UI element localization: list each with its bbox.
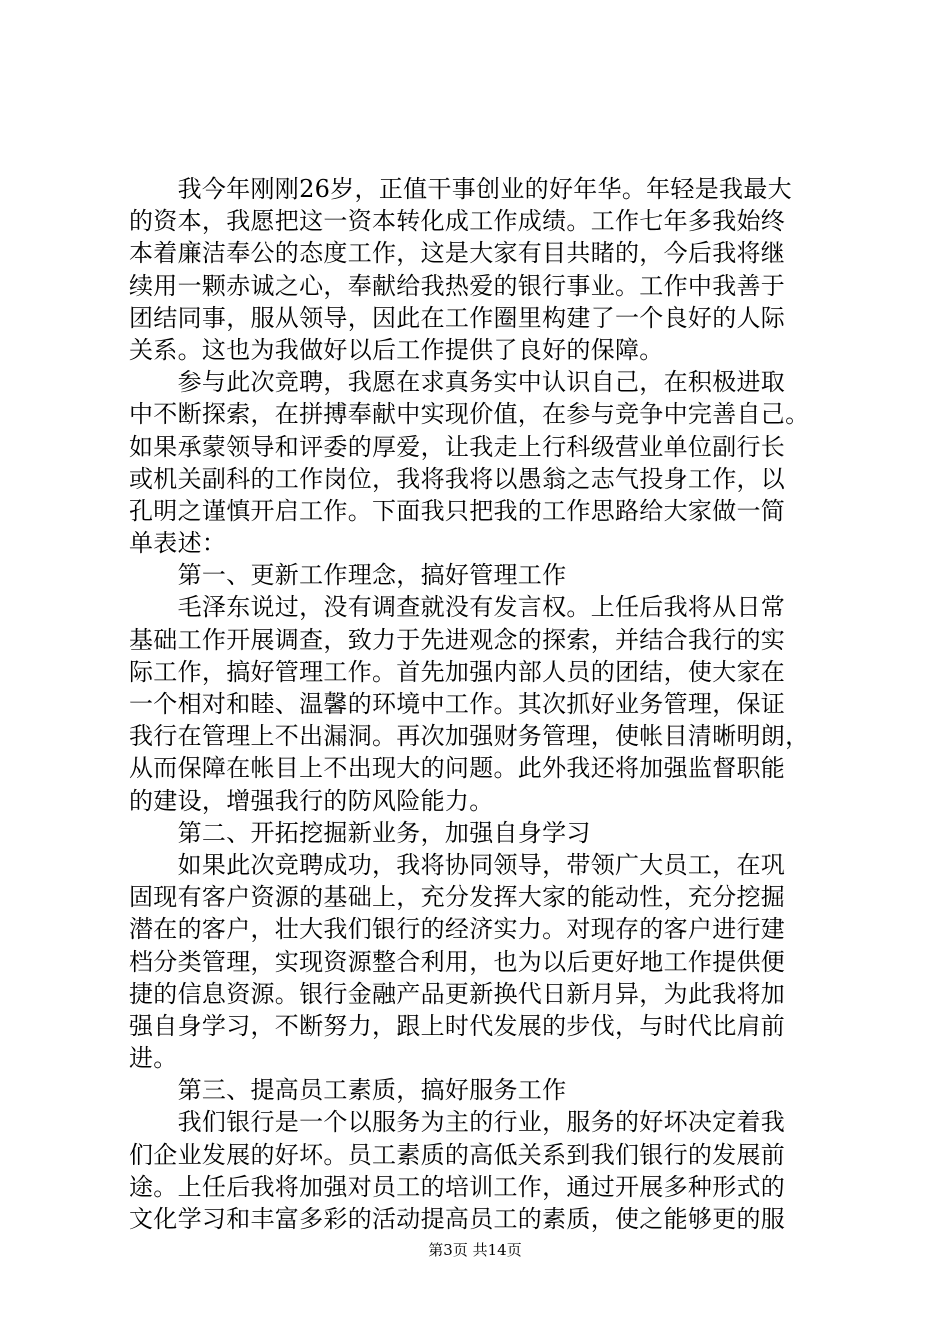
text-line: 中不断探索，在拼搏奉献中实现价值，在参与竞争中完善自己。: [129, 400, 810, 429]
text-line: 如果此次竞聘成功，我将协同领导，带领广大员工，在巩: [129, 850, 786, 879]
section-heading-1: 第一、更新工作理念，搞好管理工作: [129, 561, 567, 590]
text-line: 途。上任后我将加强对员工的培训工作，通过开展多种形式的: [129, 1172, 786, 1201]
text-line: 我们银行是一个以服务为主的行业，服务的好坏决定着我: [129, 1108, 786, 1137]
text-line: 固现有客户资源的基础上，充分发挥大家的能动性，充分挖掘: [129, 883, 786, 912]
body-text: [129, 173, 829, 1235]
page-number-footer: 第3页 共14页: [428, 1241, 522, 1259]
text-line: 续用一颗赤诚之心，奉献给我热爱的银行事业。工作中我善于: [129, 271, 786, 300]
text-line: 基础工作开展调查，致力于先进观念的探索，并结合我行的实: [129, 625, 786, 654]
text-line: 我今年刚刚26岁，正值干事创业的好年华。年轻是我最大: [129, 175, 792, 203]
text-line: 从而保障在帐目上不出现大的问题。此外我还将加强监督职能: [129, 754, 786, 783]
text-line: 我行在管理上不出漏洞。再次加强财务管理，使帐目清晰明朗，: [129, 722, 810, 751]
section-heading-3: 第三、提高员工素质，搞好服务工作: [129, 1076, 567, 1105]
text-line: 或机关副科的工作岗位，我将我将以愚翁之志气投身工作，以: [129, 464, 786, 493]
text-line: 际工作，搞好管理工作。首先加强内部人员的团结，使大家在: [129, 657, 786, 686]
text-line: 强自身学习，不断努力，跟上时代发展的步伐，与时代比肩前: [129, 1011, 786, 1040]
text-line: 文化学习和丰富多彩的活动提高员工的素质，使之能够更的服: [129, 1205, 786, 1233]
text-line: 的建设，增强我行的防风险能力。: [129, 786, 494, 815]
section-heading-2: 第二、开拓挖掘新业务，加强自身学习: [129, 818, 591, 847]
text-line: 潜在的客户，壮大我们银行的经济实力。对现存的客户进行建: [129, 915, 786, 944]
text-line: 本着廉洁奉公的态度工作，这是大家有目共睹的，今后我将继: [129, 239, 786, 268]
text-line: 的资本，我愿把这一资本转化成工作成绩。工作七年多我始终: [129, 207, 786, 236]
text-line: 进。: [129, 1044, 178, 1073]
text-line: 孔明之谨慎开启工作。下面我只把我的工作思路给大家做一简: [129, 496, 786, 525]
text-line: 参与此次竞聘，我愿在求真务实中认识自己，在积极进取: [129, 368, 786, 397]
text-line: 毛泽东说过，没有调查就没有发言权。上任后我将从日常: [129, 593, 786, 622]
text-line: 单表述：: [129, 529, 227, 558]
text-line: 一个相对和睦、温馨的环境中工作。其次抓好业务管理，保证: [129, 690, 786, 718]
text-line: 档分类管理，实现资源整合利用，也为以后更好地工作提供便: [129, 947, 786, 976]
text-line: 如果承蒙领导和评委的厚爱，让我走上行科级营业单位副行长: [129, 432, 786, 461]
text-line: 们企业发展的好坏。员工素质的高低关系到我们银行的发展前: [129, 1140, 786, 1169]
text-line: 关系。这也为我做好以后工作提供了良好的保障。: [129, 335, 664, 364]
text-line: 团结同事，服从领导，因此在工作圈里构建了一个良好的人际: [129, 303, 786, 332]
text-line: 捷的信息资源。银行金融产品更新换代日新月异，为此我将加: [129, 979, 786, 1008]
